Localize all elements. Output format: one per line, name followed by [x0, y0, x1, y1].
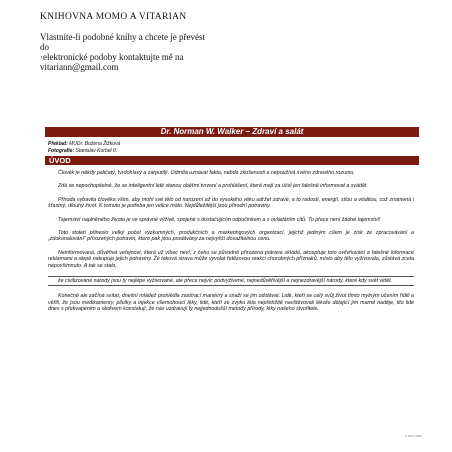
- paragraph: Příroda vybavila člověka vším, aby mohl své tělo od narození až do vysokého věku udržet zdravé, a to radostí, energií, sílou a vitalitou, což znamená i šťastný, dlouhý život. K tomuto je potřeba jen velice málo. Nejdůležitější jsou přirodní potraviny.: [48, 196, 414, 210]
- paragraph: Konečně ale začíná svítat, dnešní mládež prohlédla zastírací manévry a snaží se jim odolávat. Lidé, kteří se celý svůj život tímto mylným učením řídili a věřili, že jsou medikamenty, pilulky a injekce všemohoucí léky, lidé, kteří ze zvyku léta nepřetržitě navštěvovali lékaře dělající jim marné naděje, tito lidé dnes s překvapením a obdivem konstatují, že nás uzdravují ty nejjednodušší metody přírody, léky našeho stvořitele.: [48, 293, 414, 313]
- credit-photography: [48, 148, 120, 155]
- paragraph: Zdá se nepochopitelné, že se inteligentní lidé stanou oběťmi tvrzení a prohlášení, která mají za účel jen falešně informovat a svádět.: [58, 183, 368, 190]
- credits: [48, 141, 120, 154]
- footer-note: © 2007 WBT: [404, 434, 422, 438]
- section-title: ÚVOD: [45, 156, 419, 165]
- header-line: ·elektronické podoby kontaktujte mě na: [40, 52, 184, 62]
- body-text: [48, 170, 414, 320]
- paragraph: Tajemství naplněného života je ve správné výživě, spojené s dostačujícím odpočinkem a s ovládáním citů. To přece není žádné tajemství!: [58, 216, 381, 223]
- book-title-bar: Dr. Norman W. Walker – Zdraví a salát: [45, 127, 419, 137]
- header-line: Vlastníte-li podobné knihy a chcete je převést: [40, 32, 205, 42]
- credit-label: Fotografie:: [48, 147, 75, 154]
- paragraph: Člověk je někdy paličatý, tvrdohlavý a zarputilý. Odmítá uznávat fakta, nebdá zkušenosti a nepoužívá svého zdravého rozumu.: [58, 170, 355, 176]
- paragraph: Toto století přineslo velký počet výzkumných, produkčních a marketingových organizací, jejichž jediným cílem je zisk ze zpracovávání a „zdokonalování" přírozených potravin, které pak jsou prodávány za nejvyšší dosažitelnou cenu.: [48, 230, 414, 243]
- credit-label: Překlad:: [48, 141, 68, 147]
- library-title: KNIHOVNA MOMO A VITARIAN: [40, 12, 187, 22]
- header-line: do: [40, 42, 49, 52]
- library-header: [40, 12, 300, 72]
- contact-email: vitariann@gmail.com: [40, 62, 119, 72]
- credit-value: Stanislav Korbel II.: [75, 147, 118, 154]
- highlighted-paragraph: že civilizované národy jsou ty nejlépe vyživované, ale přece nejvíc podvyživené, nejnedůvěřivější a nejnezdravější národy, které kdy svět viděl.: [48, 276, 414, 286]
- paragraph: Neinformovaná, důvěřivá veřejnost, která už víbec neví, z čeho se původně přirozená potrava skládá, akceptuje toto ovlivňování a falešné informace reklamami a slepě nakupuje jejich potraviny. Že taková strava může vyvolat řetězovou reakci chorobných příznaků, místo aby tělo vyživovala, zůstává zcela nepovšimnuto. A tak se stalo,: [48, 249, 414, 269]
- credit-value: MUDr. Božena Žižková: [69, 141, 121, 147]
